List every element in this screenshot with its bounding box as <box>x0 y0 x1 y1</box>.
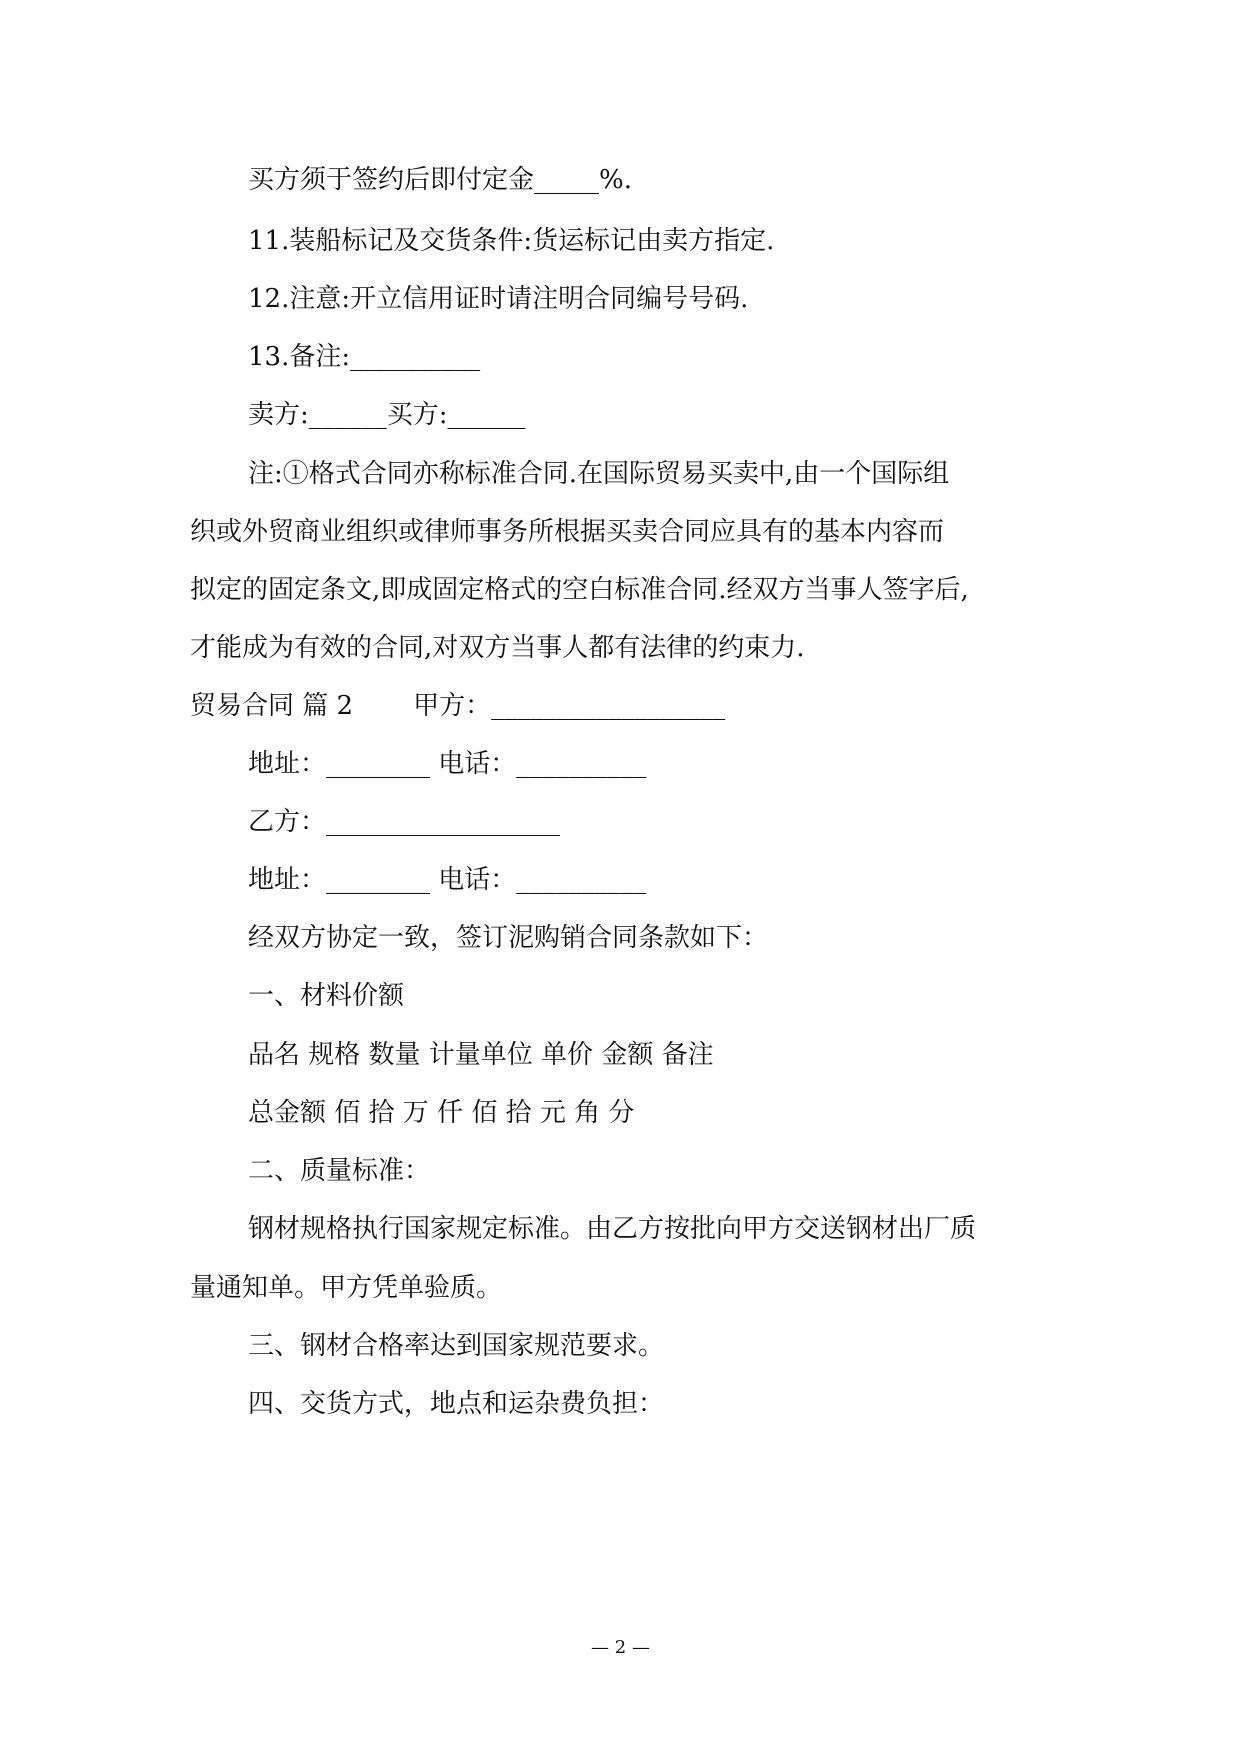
text-line: 二、质量标准： <box>248 1156 431 1186</box>
text-line: 13.备注:__________ <box>248 342 481 372</box>
text-line: 地址：________ 电话：__________ <box>248 749 647 779</box>
section-title: 贸易合同 篇 2 <box>190 691 354 721</box>
text-line: 拟定的固定条文,即成固定格式的空白标准合同.经双方当事人签字后, <box>190 575 969 605</box>
text-line: 品名 规格 数量 计量单位 单价 金额 备注 <box>248 1040 714 1070</box>
page-number: — 2 — <box>591 1637 650 1658</box>
text-line: 总金额 佰 拾 万 仟 佰 拾 元 角 分 <box>248 1098 635 1128</box>
text-line: 买方须于签约后即付定金_____%. <box>248 165 632 195</box>
text-line: 织或外贸商业组织或律师事务所根据买卖合同应具有的基本内容而 <box>190 517 945 547</box>
text-line: 三、钢材合格率达到国家规范要求。 <box>248 1331 665 1361</box>
text-line: 卖方:______买方:______ <box>248 400 526 430</box>
text-line: 经双方协定一致，签订泥购销合同条款如下： <box>248 923 769 953</box>
text-line: 注:①格式合同亦称标准合同.在国际贸易买卖中,由一个国际组 <box>248 459 950 489</box>
text-line: 才能成为有效的合同,对双方当事人都有法律的约束力. <box>190 633 805 663</box>
text-line: 地址：________ 电话：__________ <box>248 865 647 895</box>
section-heading <box>190 688 725 724</box>
text-line: 一、材料价额 <box>248 981 405 1011</box>
text-line: 四、交货方式，地点和运杂费负担： <box>248 1389 665 1419</box>
party-a-field: 甲方：__________________ <box>413 691 726 721</box>
text-line: 乙方：__________________ <box>248 807 561 837</box>
text-line: 钢材规格执行国家规定标准。由乙方按批向甲方交送钢材出厂质 <box>248 1214 977 1244</box>
text-line: 11.装船标记及交货条件:货运标记由卖方指定. <box>248 226 775 256</box>
text-line: 量通知单。甲方凭单验质。 <box>190 1273 503 1303</box>
text-line: 12.注意:开立信用证时请注明合同编号号码. <box>248 284 749 314</box>
